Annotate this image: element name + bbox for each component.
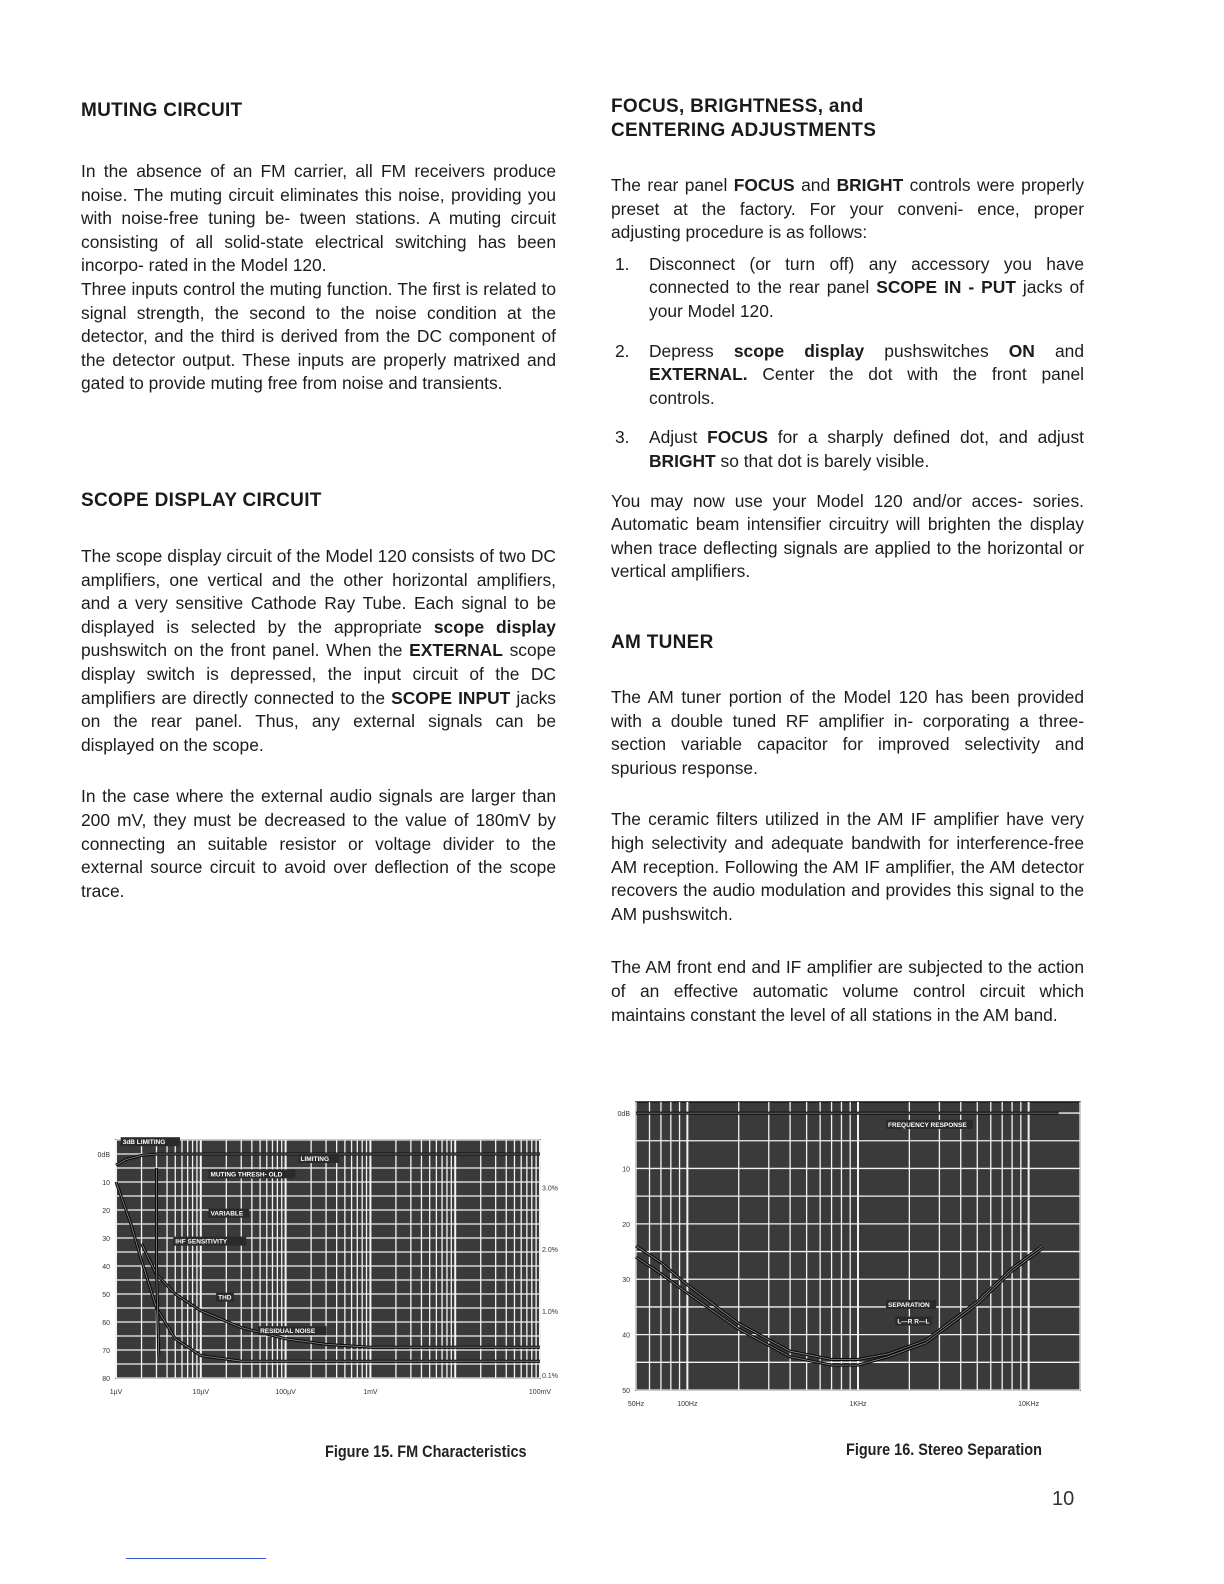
- y-tick-label: 70: [102, 1348, 110, 1355]
- stereo-separation-svg: [600, 1090, 1090, 1410]
- muting-heading: MUTING CIRCUIT: [81, 100, 243, 121]
- y-tick-label: 20: [102, 1208, 110, 1215]
- focus-intro: [611, 174, 1084, 245]
- adjustment-steps: [611, 253, 1084, 474]
- x-tick-label: 10µV: [192, 1389, 210, 1396]
- y-tick-label: 50: [622, 1388, 630, 1395]
- text-run-bold: SCOPE IN - PUT: [876, 277, 1016, 298]
- text-run: Center the dot with the front panel controls.: [649, 364, 1084, 408]
- text-run: jacks on the rear panel. Thus, any external signals can be displayed on the scope.: [81, 687, 556, 755]
- text-run-bold: SCOPE INPUT: [391, 687, 511, 708]
- x-tick-label: 50Hz: [627, 1401, 645, 1408]
- am-tuner-section: [611, 632, 1084, 1027]
- y2-tick-label: 3.0%: [542, 1185, 558, 1193]
- y-tick-label: 10: [102, 1180, 110, 1187]
- am-para-1: The AM tuner portion of the Model 120 has been provided with a double tuned RF amplifier in- corporating a three-section variable capacitor for improved selectivity and spurious response.: [611, 687, 1084, 778]
- scope-para-1: [81, 545, 556, 757]
- figure-15-caption: Figure 15. FM Characteristics: [325, 1442, 527, 1461]
- y2-tick-label: 2.0%: [542, 1247, 558, 1255]
- y2-tick-label: 0.1%: [542, 1373, 558, 1381]
- annotation-label: MUTING THRESH- OLD: [210, 1171, 283, 1179]
- y-tick-label: 60: [102, 1320, 110, 1327]
- x-tick-label: 10KHz: [1018, 1401, 1040, 1408]
- muting-para-1: In the absence of an FM carrier, all FM receivers produce noise. The muting circuit eliminates this noise, providing you with noise-free tuning be- tween stations. A muting circuit consisting of all solid-state electrical switching has been incorpo- rated in the Model 120.: [81, 161, 556, 276]
- text-run: Depress: [649, 340, 734, 361]
- step-2: [611, 340, 1084, 411]
- y-tick-label: 20: [622, 1221, 630, 1229]
- x-tick-label: 100µV: [275, 1389, 296, 1396]
- y-tick-label: 40: [102, 1264, 110, 1271]
- text-run-bold: FOCUS: [733, 175, 795, 195]
- text-run: Disconnect (or turn off) any accessory you have connected to the rear panel: [649, 253, 1084, 298]
- text-run-bold: EXTERNAL.: [649, 364, 748, 385]
- annotation-label: SEPARATION: [888, 1301, 930, 1309]
- step-number: 3.: [615, 427, 630, 448]
- y-tick-label: 10: [622, 1166, 630, 1174]
- x-tick-label: 100Hz: [677, 1401, 698, 1408]
- page-number: 10: [1052, 1488, 1075, 1510]
- step-number: 1.: [615, 253, 630, 274]
- text-run-bold: scope display: [433, 616, 556, 637]
- y-tick-label: 0dB: [617, 1111, 630, 1119]
- y-tick-label: 0dB: [97, 1152, 110, 1159]
- focus-outro: You may now use your Model 120 and/or acces- sories. Automatic beam intensifier circuitry will brighten the display when trace deflecting signals are applied to the horizontal or vertical amplifiers.: [611, 490, 1084, 582]
- text-run: and: [794, 175, 837, 195]
- fm-characteristics-svg: [80, 1130, 560, 1400]
- y-tick-label: 30: [622, 1277, 630, 1285]
- footer-rule: [126, 1558, 266, 1559]
- annotation-label: RESIDUAL NOISE: [260, 1328, 316, 1336]
- annotation-label: LIMITING: [300, 1156, 330, 1163]
- y-tick-label: 50: [102, 1292, 110, 1299]
- fm-characteristics-chart: [80, 1130, 560, 1400]
- annotation-label: FREQUENCY RESPONSE: [888, 1121, 967, 1129]
- text-run: pushswitch on the front panel. When the: [81, 640, 410, 661]
- am-para-3: The AM front end and IF amplifier are subjected to the action of an effective automatic volume control circuit which maintains constant the level of all stations in the AM band.: [611, 957, 1084, 1025]
- stereo-separation-chart: [600, 1090, 1090, 1410]
- text-run-bold: scope display: [733, 340, 865, 361]
- text-run-bold: BRIGHT: [649, 450, 716, 471]
- step-3: [611, 426, 1084, 473]
- text-run: controls were properly preset at the factory. For your conveni- ence, proper adjusting procedure is as follows:: [611, 175, 1084, 243]
- x-tick-label: 1KHz: [849, 1401, 867, 1408]
- step-number: 2.: [615, 340, 630, 361]
- text-run: and: [1034, 340, 1084, 361]
- muting-section: [81, 100, 556, 396]
- am-para-2: The ceramic filters utilized in the AM IF amplifier have very high selectivity and adequate bandwith for interference-free AM reception. Following the AM IF amplifier, the AM detector recovers the audio modulation and provides this signal to the AM pushswitch.: [611, 809, 1084, 924]
- annotation-label: VARIABLE: [210, 1210, 244, 1218]
- annotation-label: L—R R—L: [897, 1318, 930, 1326]
- text-run: so that dot is barely visible.: [715, 450, 930, 471]
- text-run: scope display switch is depressed, the input circuit of the DC amplifiers are directly connected to the: [81, 640, 557, 708]
- text-run: The scope display circuit of the Model 120 consists of two DC amplifiers, one vertical and the other horizontal amplifiers, and a very sensitive Cathode Ray Tube. Each signal to be displayed is selected by the appropriate: [81, 546, 556, 637]
- text-run: pushswitches: [864, 340, 1009, 361]
- text-run-bold: BRIGHT: [836, 175, 904, 195]
- am-tuner-heading: AM TUNER: [611, 632, 714, 653]
- text-run-bold: EXTERNAL: [409, 640, 503, 661]
- annotation-label: IHF SENSITIVITY: [175, 1238, 228, 1246]
- step-1: [611, 253, 1084, 324]
- scope-heading: SCOPE DISPLAY CIRCUIT: [81, 490, 322, 511]
- x-tick-label: 1µV: [109, 1389, 123, 1396]
- y-tick-label: 80: [102, 1376, 110, 1383]
- text-run-bold: FOCUS: [707, 427, 768, 448]
- annotation-label: THD: [218, 1294, 232, 1302]
- scope-section: [81, 490, 556, 903]
- y-tick-label: 30: [102, 1236, 110, 1243]
- annotation-label: 3dB LIMITING: [122, 1139, 166, 1147]
- focus-heading-line-1: FOCUS, BRIGHTNESS, and: [611, 96, 864, 117]
- text-run: Adjust: [649, 427, 708, 448]
- y-tick-label: 40: [622, 1332, 630, 1340]
- x-tick-label: 1mV: [363, 1389, 378, 1396]
- text-run: for a sharply defined dot, and adjust: [768, 427, 1084, 448]
- text-run-bold: ON: [1008, 340, 1035, 361]
- focus-section: [611, 96, 1084, 584]
- y2-tick-label: 1.0%: [542, 1308, 558, 1316]
- figure-16-caption: Figure 16. Stereo Separation: [846, 1440, 1042, 1459]
- x-tick-label: 100mV: [528, 1389, 552, 1396]
- text-run: The rear panel: [611, 175, 734, 195]
- scope-para-2: In the case where the external audio signals are larger than 200 mV, they must be decreased to the value of 180mV by connecting an suitable resistor or voltage divider to the external source circuit to avoid over deflection of the scope trace.: [81, 786, 556, 901]
- text-run: jacks of your Model 120.: [649, 277, 1084, 321]
- muting-para-2: Three inputs control the muting function. The first is related to signal strength, the second to the noise condition at the detector, and the third is derived from the DC component of the detector output. These inputs are properly matrixed and gated to provide muting free from noise and transients.: [81, 278, 556, 394]
- focus-heading-line-2: CENTERING ADJUSTMENTS: [611, 120, 877, 141]
